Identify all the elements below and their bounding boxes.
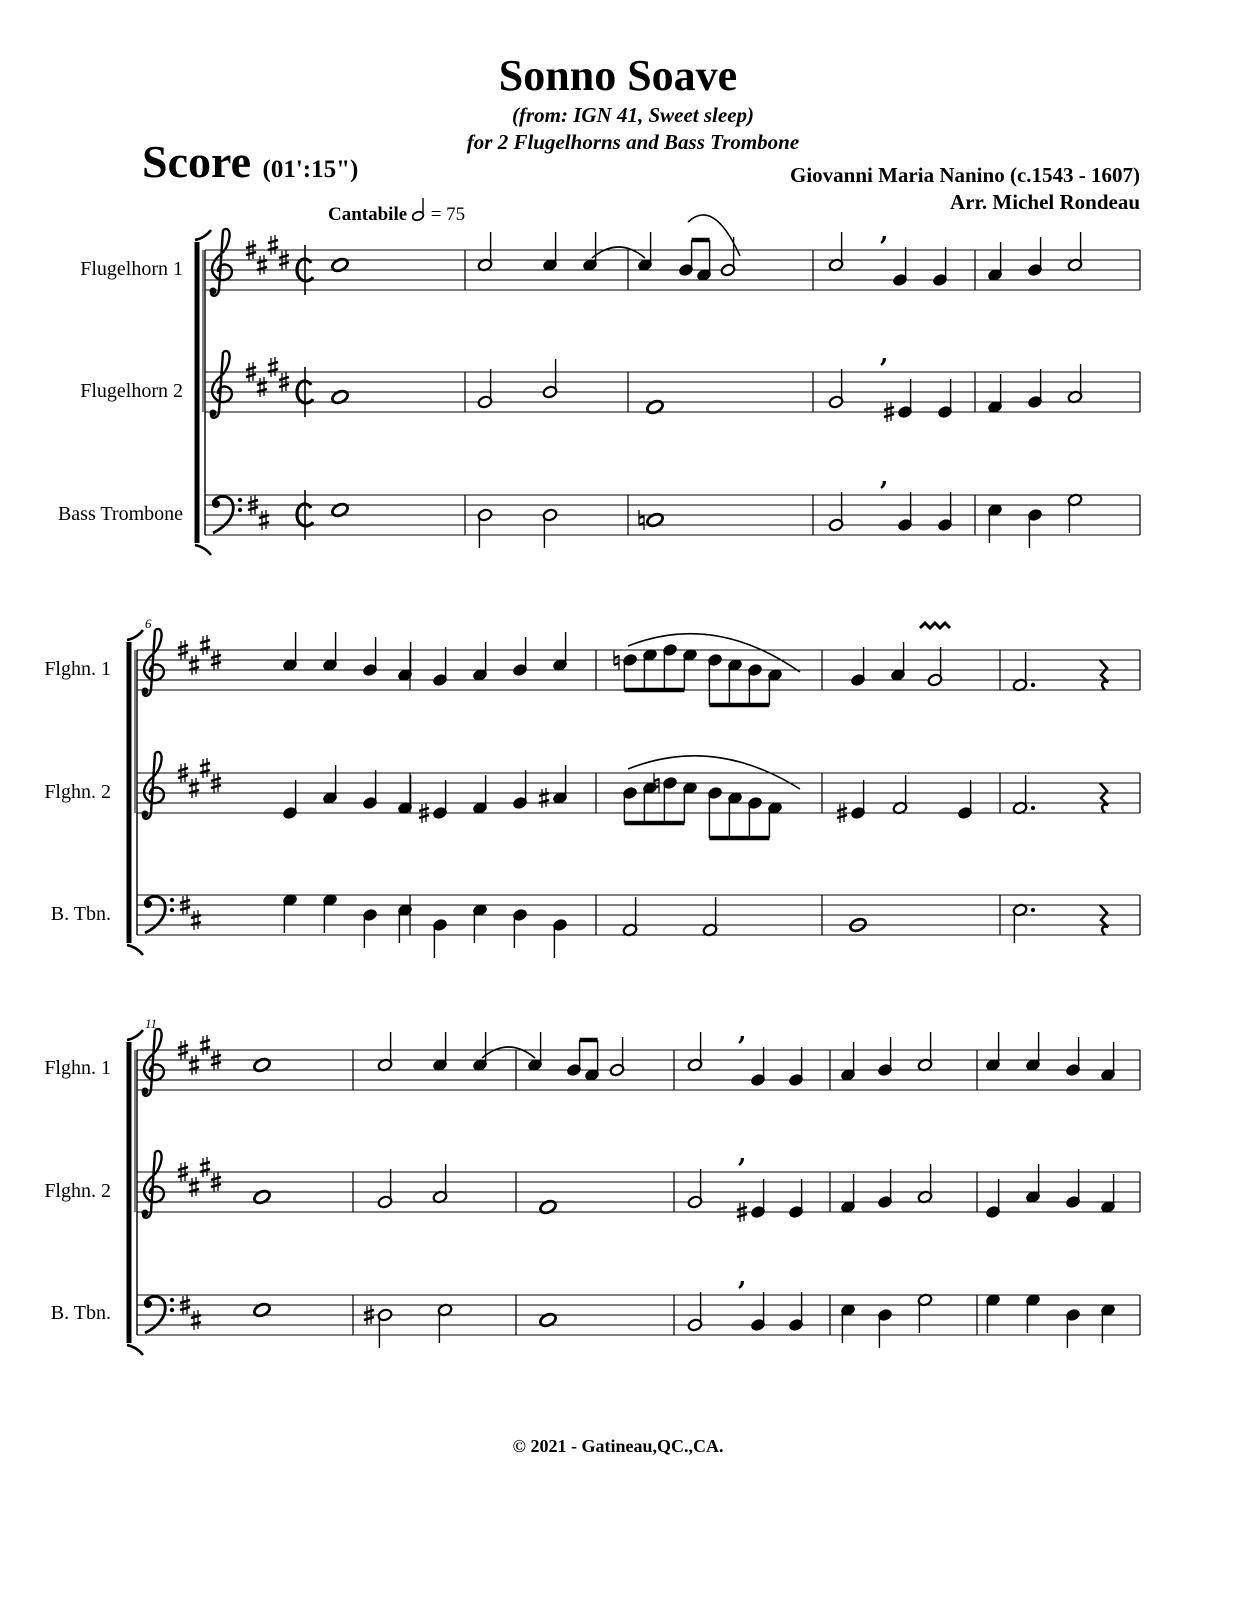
note: [622, 897, 638, 937]
note: [750, 1179, 766, 1219]
instrument-label-flghn-1: Flghn. 1: [44, 658, 111, 680]
mordent-icon: [920, 623, 950, 628]
note: [687, 1169, 703, 1209]
note: [1067, 493, 1083, 533]
note: [1067, 364, 1083, 404]
note: [788, 1179, 804, 1219]
note: [377, 1032, 393, 1072]
note: [1027, 369, 1043, 409]
slur: [482, 1047, 535, 1058]
subtitle-source: (from: IGN 41, Sweet sleep): [511, 103, 755, 127]
note: [987, 374, 1003, 414]
note: [253, 1302, 272, 1318]
subtitle-instrumentation: for 2 Flugelhorns and Bass Trombone: [466, 130, 800, 154]
note: [1012, 775, 1035, 815]
bracket-hook: [195, 230, 211, 240]
note: [1065, 1308, 1081, 1348]
note: [1027, 237, 1043, 277]
note: [897, 492, 913, 532]
note: [828, 492, 844, 532]
note: [828, 232, 844, 272]
note: [840, 1303, 856, 1343]
note: [472, 903, 488, 943]
note: [1065, 1169, 1081, 1209]
note: [840, 1174, 856, 1214]
note: [937, 492, 953, 532]
bracket-hook: [195, 545, 211, 555]
key-sharp-icon: [189, 778, 199, 798]
note: [1027, 508, 1043, 548]
key-sharp-icon: [200, 635, 210, 655]
score-word: Score: [142, 136, 252, 187]
note: [917, 1032, 933, 1072]
note: [646, 399, 665, 415]
note: [1025, 1032, 1041, 1072]
note: [472, 642, 488, 682]
note: [539, 1199, 558, 1215]
treble-clef-icon: [210, 351, 232, 418]
note: [477, 232, 493, 272]
treble-clef-icon: [142, 752, 164, 819]
note: [253, 1189, 272, 1205]
note: [362, 637, 378, 677]
note: [432, 1032, 448, 1072]
natural-icon: [639, 510, 644, 530]
score-title: Sonno Soave: [498, 51, 738, 100]
note: [1065, 1037, 1081, 1077]
note: [331, 502, 350, 518]
note: [687, 1292, 703, 1332]
note: [788, 1047, 804, 1087]
treble-clef-icon: [142, 629, 164, 696]
note: [687, 1032, 703, 1072]
copyright: © 2021 - Gatineau,QC.,CA.: [512, 1436, 724, 1456]
key-sharp-icon: [200, 758, 210, 778]
breath-mark-icon: ,: [880, 339, 889, 368]
note: [850, 647, 866, 687]
note: [1100, 1042, 1116, 1082]
note: [985, 1179, 1001, 1219]
note: [542, 508, 558, 548]
note: [512, 908, 528, 948]
note: [985, 1032, 1001, 1072]
measure-number: 6: [145, 616, 152, 631]
note: [890, 642, 906, 682]
note: [957, 780, 973, 820]
note: [917, 1293, 933, 1333]
tempo-value: = 75: [430, 204, 466, 225]
note: [322, 893, 338, 933]
instrument-label-flugelhorn-1: Flugelhorn 1: [80, 258, 183, 280]
note: [552, 918, 568, 958]
breath-mark-icon: ,: [738, 1139, 747, 1168]
note: [1012, 652, 1035, 692]
note: [331, 257, 350, 273]
note: [552, 632, 568, 672]
breath-mark-icon: ,: [738, 1262, 747, 1291]
sharp-icon: [539, 788, 549, 808]
note: [432, 780, 448, 820]
instrument-label-flghn-1: Flghn. 1: [44, 1057, 111, 1079]
instrument-label-flghn-2: Flghn. 2: [44, 1180, 111, 1202]
bracket-hook: [127, 945, 143, 955]
note: [432, 647, 448, 687]
breath-mark-icon: ,: [738, 1017, 747, 1046]
note: [987, 242, 1003, 282]
bracket-hook: [127, 1345, 143, 1355]
note: [1067, 232, 1083, 272]
quarter-rest-icon: [1100, 660, 1108, 690]
note: [437, 1303, 453, 1343]
note: [788, 1292, 804, 1332]
note: [877, 1308, 893, 1348]
note: [937, 379, 953, 419]
note: [646, 512, 665, 528]
key-sharp-icon: [191, 910, 201, 930]
note: [750, 1047, 766, 1087]
measure-number: 11: [145, 1016, 158, 1031]
note: [702, 897, 718, 937]
key-sharp-icon: [200, 1157, 210, 1177]
note: [512, 637, 528, 677]
key-sharp-icon: [189, 1055, 199, 1075]
note: [322, 632, 338, 672]
note: [377, 1169, 393, 1209]
note: [282, 780, 298, 820]
note: [985, 1293, 1001, 1333]
note: [477, 508, 493, 548]
bracket-hook: [127, 1030, 143, 1040]
note: [1025, 1164, 1041, 1204]
note: [253, 1057, 272, 1073]
breath-mark-icon: ,: [880, 462, 889, 491]
key-sharp-icon: [200, 1035, 210, 1055]
note: [512, 770, 528, 810]
note: [877, 1037, 893, 1077]
note: [932, 247, 948, 287]
arranger: Arr. Michel Rondeau: [950, 190, 1140, 214]
key-sharp-icon: [189, 655, 199, 675]
key-sharp-icon: [268, 357, 278, 377]
note: [1100, 1303, 1116, 1343]
quarter-rest-icon: [1100, 783, 1108, 813]
note: [1100, 1174, 1116, 1214]
note: [1025, 1293, 1041, 1333]
note: [472, 775, 488, 815]
note: [377, 1308, 393, 1348]
instrument-label-bass-trombone: Bass Trombone: [57, 503, 183, 525]
note: [331, 389, 350, 405]
instrument-label-flghn-2: Flghn. 2: [44, 781, 111, 803]
note: [432, 1164, 448, 1204]
duration: (01':15"): [262, 156, 359, 183]
key-sharp-icon: [191, 1310, 201, 1330]
note: [322, 765, 338, 805]
note: [552, 765, 568, 805]
key-sharp-icon: [259, 510, 269, 530]
note: [477, 369, 493, 409]
note: [892, 775, 908, 815]
instrument-label-b-tbn: B. Tbn.: [50, 903, 111, 925]
note: [750, 1292, 766, 1332]
note: [542, 232, 558, 272]
note: [840, 1042, 856, 1082]
note: [362, 770, 378, 810]
composer: Giovanni Maria Nanino (c.1543 - 1607): [790, 163, 1140, 187]
note: [850, 780, 866, 820]
note: [897, 379, 913, 419]
bracket-hook: [127, 630, 143, 640]
breath-mark-icon: ,: [880, 217, 889, 246]
key-sharp-icon: [257, 377, 267, 397]
key-sharp-icon: [257, 255, 267, 275]
note: [917, 1164, 933, 1204]
treble-clef-icon: [142, 1151, 164, 1218]
note: [282, 893, 298, 933]
note: [527, 1032, 543, 1072]
slur: [592, 247, 645, 258]
note: [828, 369, 844, 409]
tempo-word: Cantabile: [328, 204, 408, 225]
instrument-label-flugelhorn-2: Flugelhorn 2: [80, 380, 183, 402]
treble-clef-icon: [210, 229, 232, 296]
note: [927, 647, 943, 687]
quarter-rest-icon: [1100, 905, 1108, 935]
note: [609, 1037, 625, 1077]
note: [987, 503, 1003, 543]
note: [582, 232, 598, 272]
note: [472, 1032, 488, 1072]
note: [539, 1312, 558, 1328]
note: [397, 775, 413, 815]
treble-clef-icon: [142, 1029, 164, 1096]
note: [362, 908, 378, 948]
note: [892, 247, 908, 287]
note: [282, 632, 298, 672]
instrument-label-b-tbn: B. Tbn.: [50, 1302, 111, 1324]
key-sharp-icon: [189, 1177, 199, 1197]
note: [877, 1169, 893, 1209]
note: [397, 642, 413, 682]
note: [542, 359, 558, 399]
note: [1012, 903, 1035, 943]
note: [432, 918, 448, 958]
note: [637, 232, 653, 272]
key-sharp-icon: [268, 235, 278, 255]
